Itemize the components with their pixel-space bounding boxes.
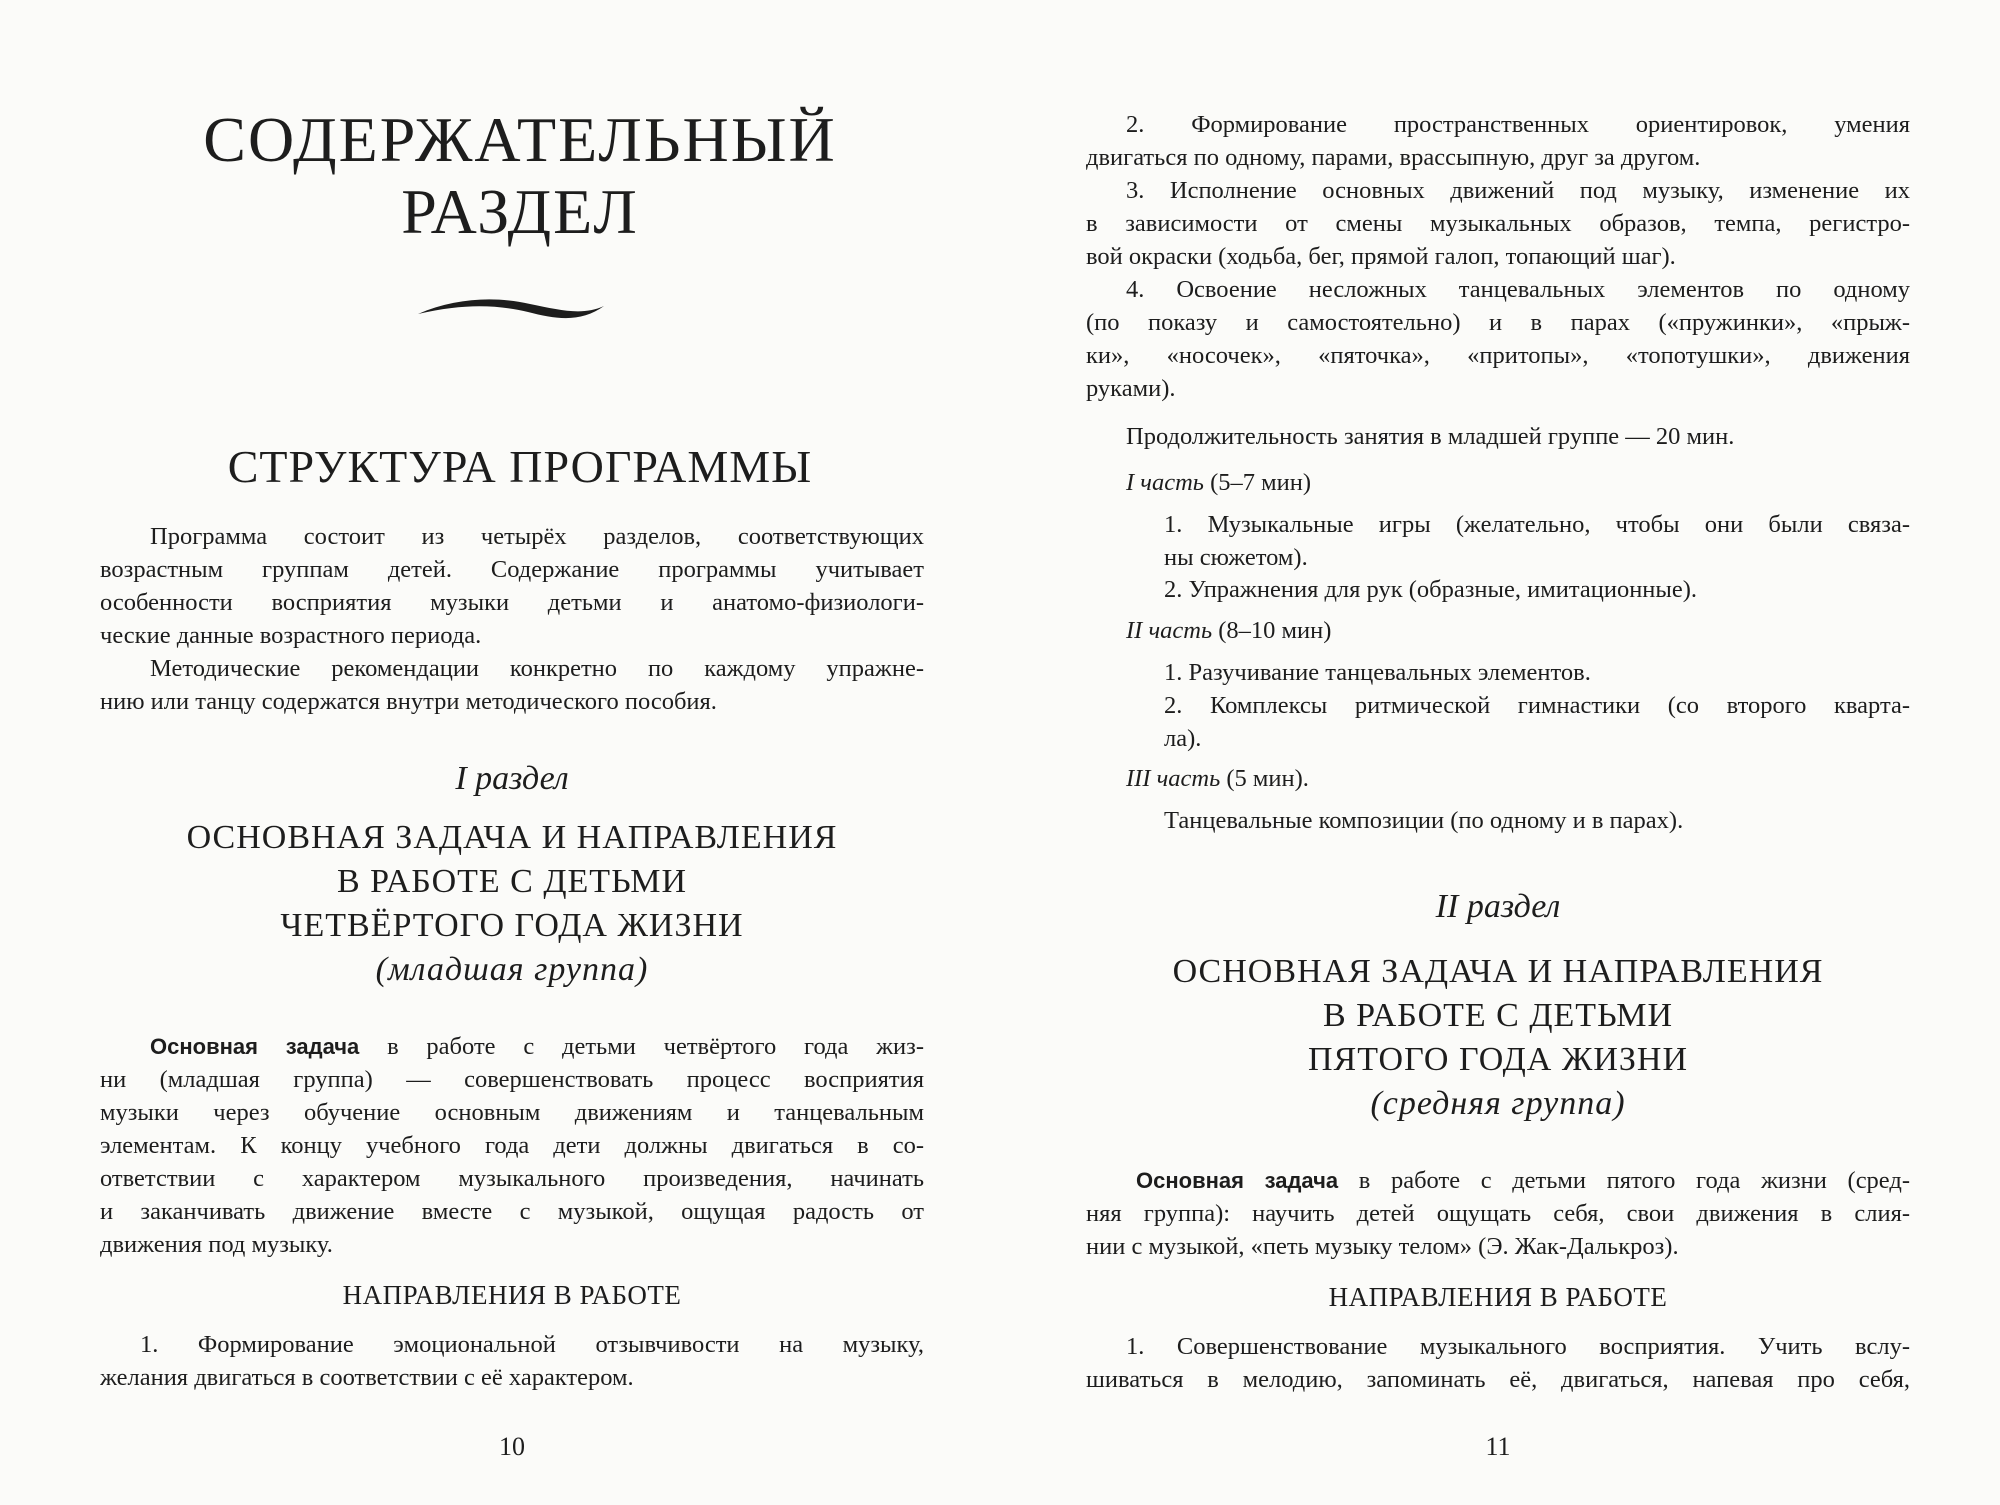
part-2-header xyxy=(1126,614,1910,647)
text-line: ответствии с характером музыкального произведения, начинать xyxy=(100,1165,924,1192)
section-heading xyxy=(100,816,924,992)
text-line: ни (младшая группа) — совершенствовать процесс восприятия xyxy=(100,1066,924,1093)
text-line: шиваться в мелодию, запоминать её, двигаться, напевая про себя, xyxy=(1086,1366,1910,1393)
direction-item-2 xyxy=(1086,108,1910,174)
main-task-text: в работе с детьми пятого года жизни (сред- xyxy=(1358,1167,1910,1194)
text-line: музыки через обучение основным движениям и танцевальным xyxy=(100,1099,924,1126)
text-line: и заканчивать движение вместе с музыкой, ощущая радость от xyxy=(100,1198,924,1225)
section-label: II раздел xyxy=(1435,888,1561,925)
text-line: движения под музыку. xyxy=(100,1231,333,1258)
text-line: вой окраски (ходьба, бег, прямой галоп, топающий шаг). xyxy=(1086,243,1676,270)
section-heading xyxy=(1086,950,1910,1126)
text-line: элементам. К концу учебного года дети должны двигаться в со- xyxy=(100,1132,924,1159)
text-line xyxy=(1086,1164,1910,1197)
page-number: 11 xyxy=(1485,1432,1511,1461)
text-line: ки», «носочек», «пяточка», «притопы», «топотушки», движения xyxy=(1086,342,1910,369)
methods-paragraph xyxy=(100,652,924,718)
text-line: 2. Комплексы ритмической гимнастики (со второго кварта- xyxy=(1164,692,1910,719)
part-3-label: III часть xyxy=(1126,765,1221,792)
section-group: (младшая группа) xyxy=(375,951,649,988)
main-task-term: Основная задача xyxy=(1136,1168,1339,1193)
part-2-time: (8–10 мин) xyxy=(1218,617,1332,644)
section-heading-line: В РАБОТЕ С ДЕТЬМИ xyxy=(1322,997,1674,1034)
text-line xyxy=(100,1030,924,1063)
section-heading-line: ЧЕТВЁРТОГО ГОДА ЖИЗНИ xyxy=(280,907,744,944)
part-3-text: Танцевальные композиции (по одному и в парах). xyxy=(1164,807,1684,834)
section-heading-line: В РАБОТЕ С ДЕТЬМИ xyxy=(336,863,688,900)
main-task-paragraph xyxy=(100,1030,924,1261)
text-line: двигаться по одному, парами, врассыпную, друг за другом. xyxy=(1086,144,1701,171)
text-line: няя группа): научить детей ощущать себя, свои движения в слия- xyxy=(1086,1200,1910,1227)
text-line: (по показу и самостоятельно) и в парах («пружинки», «прыж- xyxy=(1086,309,1910,336)
part-2-item-2 xyxy=(1126,689,1910,755)
text-line: 4. Освоение несложных танцевальных элементов по одному xyxy=(1126,276,1910,303)
part-2-item-1: 1. Разучивание танцевальных элементов. xyxy=(1164,659,1591,686)
chapter-title xyxy=(100,104,940,248)
swash-ornament-icon xyxy=(410,290,610,330)
page-number: 10 xyxy=(499,1432,525,1461)
part-3-time: (5 мин). xyxy=(1226,765,1309,792)
direction-item-3 xyxy=(1086,174,1910,273)
text-line: возрастным группам детей. Содержание программы учитывает xyxy=(100,556,924,583)
text-line: ческие данные возрастного периода. xyxy=(100,622,482,649)
text-line: Методические рекомендации конкретно по каждому упражне- xyxy=(150,655,924,682)
main-task-text: в работе с детьми четвёртого года жиз- xyxy=(387,1033,924,1060)
part-1-time: (5–7 мин) xyxy=(1210,469,1311,496)
part-3-header xyxy=(1126,762,1910,795)
section-heading-line: ОСНОВНАЯ ЗАДАЧА И НАПРАВЛЕНИЯ xyxy=(1172,953,1824,990)
right-page xyxy=(1000,0,2000,1505)
text-line: 1. Музыкальные игры (желательно, чтобы они были связа- xyxy=(1164,511,1910,538)
text-line: 3. Исполнение основных движений под музыку, изменение их xyxy=(1126,177,1910,204)
main-task-paragraph xyxy=(1086,1164,1910,1263)
structure-heading: СТРУКТУРА ПРОГРАММЫ xyxy=(227,441,813,492)
text-line: 2. Формирование пространственных ориентировок, умения xyxy=(1126,111,1910,138)
text-line: особенности восприятия музыки детьми и анатомо-физиологи- xyxy=(100,589,924,616)
intro-paragraph xyxy=(100,520,924,652)
direction-item-1 xyxy=(1086,1330,1910,1396)
text-line: ны сюжетом). xyxy=(1164,544,1308,571)
main-task-term: Основная задача xyxy=(150,1034,360,1059)
part-1-label: I часть xyxy=(1126,469,1204,496)
direction-item-4 xyxy=(1086,273,1910,405)
text-line: нии с музыкой, «петь музыку телом» (Э. Жак-Далькроз). xyxy=(1086,1233,1679,1260)
text-line: Программа состоит из четырёх разделов, соответствующих xyxy=(150,523,924,550)
part-1-item-2: 2. Упражнения для рук (образные, имитационные). xyxy=(1164,576,1698,603)
duration-text: Продолжительность занятия в младшей группе — 20 мин. xyxy=(1126,423,1735,450)
directions-heading: НАПРАВЛЕНИЯ В РАБОТЕ xyxy=(342,1280,682,1310)
text-line: нию или танцу содержатся внутри методического пособия. xyxy=(100,688,717,715)
direction-item-1 xyxy=(100,1328,924,1394)
section-heading-line: ОСНОВНАЯ ЗАДАЧА И НАПРАВЛЕНИЯ xyxy=(186,819,838,856)
part-1-header xyxy=(1126,466,1910,499)
text-line: 1. Совершенствование музыкального восприятия. Учить вслу- xyxy=(1126,1333,1910,1360)
text-line: желания двигаться в соответствии с её характером. xyxy=(100,1364,634,1391)
text-line: руками). xyxy=(1086,375,1176,402)
text-line: в зависимости от смены музыкальных образов, темпа, регистро- xyxy=(1086,210,1910,237)
part-2-label: II часть xyxy=(1126,617,1213,644)
section-heading-line: ПЯТОГО ГОДА ЖИЗНИ xyxy=(1307,1041,1689,1078)
section-group: (средняя группа) xyxy=(1370,1085,1626,1122)
chapter-title-line: СОДЕРЖАТЕЛЬНЫЙ xyxy=(203,104,837,175)
text-line: ла). xyxy=(1164,725,1202,752)
directions-heading: НАПРАВЛЕНИЯ В РАБОТЕ xyxy=(1328,1282,1668,1312)
chapter-title-line: РАЗДЕЛ xyxy=(401,176,639,247)
section-label: I раздел xyxy=(455,760,569,797)
text-line: 1. Формирование эмоциональной отзывчивости на музыку, xyxy=(140,1331,924,1358)
part-1-item-1 xyxy=(1126,508,1910,574)
